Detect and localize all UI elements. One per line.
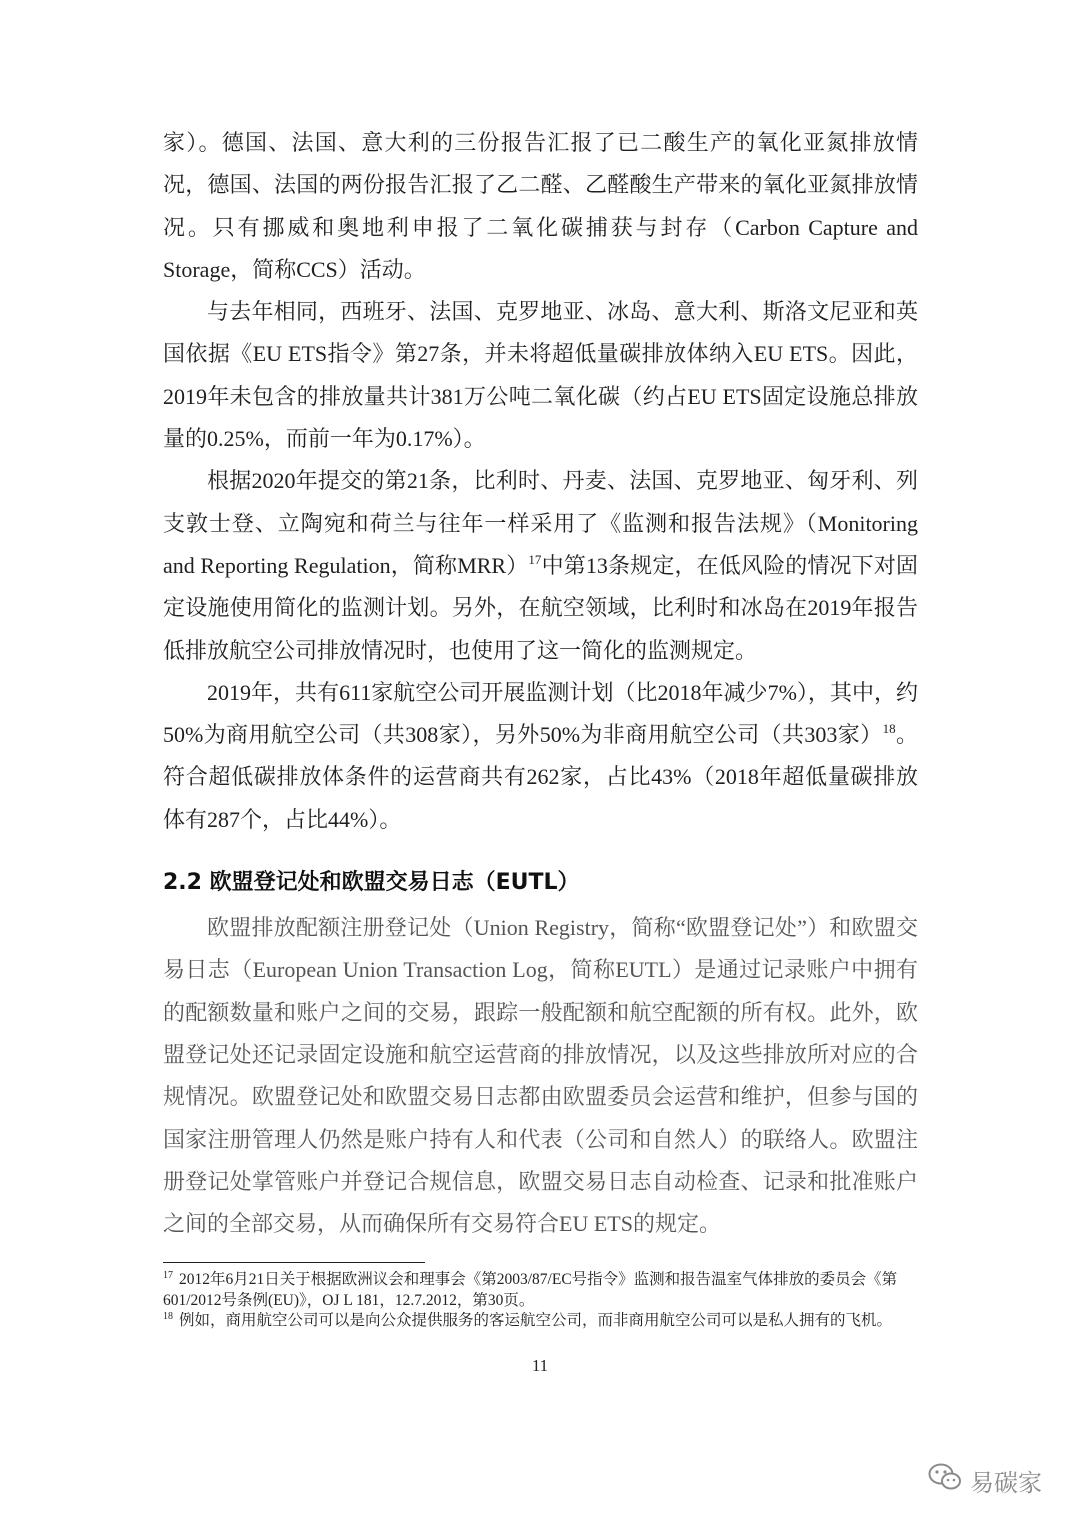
paragraph-4 [163,672,918,841]
wechat-icon [928,1462,962,1498]
paragraph-3 [163,460,918,671]
footnote-18 [163,1311,915,1332]
page-number: 11 [531,1356,549,1375]
footnotes [163,1270,915,1332]
footnote-ref-17[interactable]: 17 [528,551,542,567]
paragraph-4-part-a: 2019年，共有611家航空公司开展监测计划（比2018年减少7%），其中，约50%为商用航空公司（共308家），另外50%为非商用航空公司（共303家） [163,679,918,748]
paragraph-4-part-b: 。符合超低碳排放体条件的运营商共有262家，占比43%（2018年超低量碳排放体有287个，占比44%）。 [163,722,918,832]
footnote-17 [163,1270,915,1311]
footnote-divider [163,1262,425,1263]
footnote-ref-18[interactable]: 18 [882,721,896,737]
paragraph-3-part-a: 根据2020年提交的第21条，比利时、丹麦、法国、克罗地亚、匈牙利、列支敦士登、立陶宛和荷兰与往年一样采用了《监测和报告法规》（Monitoring and Reporting Regulation，简称MRR） [163,468,918,578]
footnote-number: 17 [163,1270,173,1281]
paragraph-1: 家）。德国、法国、意大利的三份报告汇报了已二酸生产的氧化亚氮排放情况，德国、法国的两份报告汇报了乙二醛、乙醛酸生产带来的氧化亚氮排放情况。只有挪威和奥地利申报了二氧化碳捕获与封存（Carbon Capture and Storage，简称CCS）活动。 [163,130,918,282]
watermark-text: 易碳家 [970,1468,1042,1497]
footnote-number: 18 [163,1311,173,1322]
paragraph-5: 欧盟排放配额注册登记处（Union Registry，简称“欧盟登记处”）和欧盟交易日志（European Union Transaction Log，简称EUTL）是通过记录账户中拥有的配额数量和账户之间的交易，跟踪一般配额和航空配额的所有权。此外，欧盟登记处还记录固定设施和航空运营商的排放情况，以及这些排放所对应的合规情况。欧盟登记处和欧盟交易日志都由欧盟委员会运营和维护，但参与国的国家注册管理人仍然是账户持有人和代表（公司和自然人）的联络人。欧盟注册登记处掌管账户并登记合规信息，欧盟交易日志自动检查、记录和批准账户之间的全部交易，从而确保所有交易符合EU ETS的规定。 [163,915,918,1237]
body-content [163,122,918,1245]
watermark [928,1460,1042,1500]
section-heading: 2.2 欧盟登记处和欧盟交易日志（EUTL） [163,870,580,896]
footnote-text: 例如，商用航空公司可以是向公众提供服务的客运航空公司，而非商用航空公司可以是私人拥有的飞机。 [179,1312,893,1329]
paragraph-3-part-b: 中第13条规定，在低风险的情况下对固定设施使用简化的监测计划。另外，在航空领域，比利时和冰岛在2019年报告低排放航空公司排放情况时，也使用了这一简化的监测规定。 [163,552,918,663]
paragraph-2: 与去年相同，西班牙、法国、克罗地亚、冰岛、意大利、斯洛文尼亚和英国依据《EU ETS指令》第27条，并未将超低量碳排放体纳入EU ETS。因此，2019年未包含的排放量共计381万公吨二氧化碳（约占EU ETS固定设施总排放量的0.25%，而前一年为0.17%）。 [163,299,918,452]
footnote-text: 2012年6月21日关于根据欧洲议会和理事会《第2003/87/EC号指令》监测和报告温室气体排放的委员会《第601/2012号条例(EU)》，OJ L 181，12.7.2012，第30页。 [163,1271,898,1309]
